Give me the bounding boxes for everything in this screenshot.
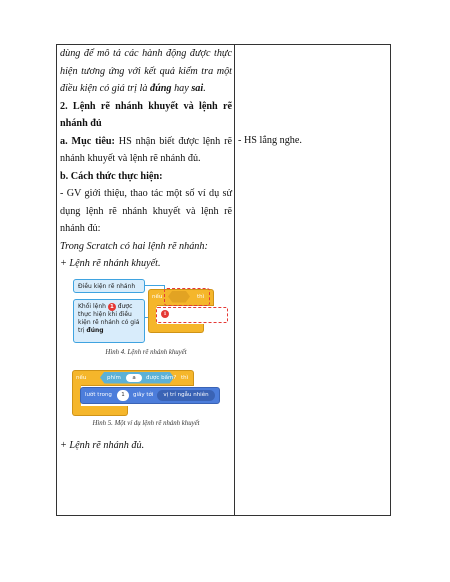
item-complete-branch: + Lệnh rẽ nhánh đủ. — [60, 439, 145, 451]
section-heading: 2. Lệnh rẽ nhánh khuyết và lệnh rẽ nhánh đủ — [60, 100, 232, 129]
desc-rest: được thực hiện khi điều kiện rẽ nhánh có giá trị — [78, 302, 140, 334]
condition-highlight — [164, 288, 210, 306]
objective-text: HS nhận biết được lệnh rẽ nhánh khuyết và lệnh rẽ nhánh đủ. — [60, 135, 232, 164]
pressed-label: được bấm? — [146, 374, 177, 381]
teacher-column — [60, 45, 232, 454]
figure-5 — [60, 367, 232, 431]
lesson-table — [56, 44, 391, 516]
figure-4 — [60, 277, 232, 363]
if-keyword: nếu — [152, 293, 163, 300]
then-keyword: thì — [181, 374, 189, 381]
desc-number-badge: 1 — [108, 303, 116, 311]
item-incomplete-branch: + Lệnh rẽ nhánh khuyết. — [60, 258, 161, 269]
student-column — [238, 45, 388, 150]
connector-line — [145, 285, 165, 286]
condition-label-box: Điều kiện rẽ nhánh — [73, 279, 145, 293]
method-text: - GV giới thiệu, thao tác một số ví dụ sử dụng lệnh rẽ nhánh khuyết và lệnh rẽ nhánh đủ: — [60, 188, 232, 234]
seconds-input: 1 — [117, 390, 129, 401]
intro-end: . — [203, 83, 206, 94]
glide-label: lướt trong — [85, 391, 112, 398]
block-description-box — [73, 299, 145, 343]
slot-number-badge: 1 — [161, 310, 169, 318]
if-keyword: nếu — [76, 374, 87, 381]
column-divider — [234, 45, 235, 515]
paragraph-intro — [60, 45, 232, 98]
intro-mid: hay — [171, 83, 192, 94]
intro-bold-false: sai — [191, 83, 204, 94]
intro-bold-true: đúng — [149, 83, 172, 94]
figure-5-caption: Hình 5. Một ví dụ lệnh rẽ nhánh khuyết — [92, 419, 200, 427]
to-label: giây tới — [133, 391, 154, 398]
if-block-footer — [72, 406, 128, 416]
objective — [60, 133, 232, 168]
figure-4-caption: Hình 4. Lệnh rẽ nhánh khuyết — [105, 348, 187, 356]
key-label: phím — [107, 374, 121, 381]
desc-bold: đúng — [86, 326, 104, 334]
method-heading: b. Cách thức thực hiện: — [60, 170, 163, 182]
scratch-intro: Trong Scratch có hai lệnh rẽ nhánh: — [60, 240, 208, 252]
intro-text: dùng để mô tả các hành động được thực hiện tương ứng với kết quả kiểm tra một điều kiện có giá trị là — [60, 48, 232, 94]
then-keyword: thì — [197, 293, 205, 300]
target-dropdown: vị trí ngẫu nhiên — [157, 390, 215, 401]
if-block-footer — [148, 324, 204, 333]
objective-label: a. Mục tiêu: — [60, 135, 115, 147]
key-dropdown: a — [126, 374, 142, 382]
student-activity: - HS lắng nghe. — [238, 135, 302, 146]
desc-prefix: Khối lệnh — [78, 302, 106, 310]
